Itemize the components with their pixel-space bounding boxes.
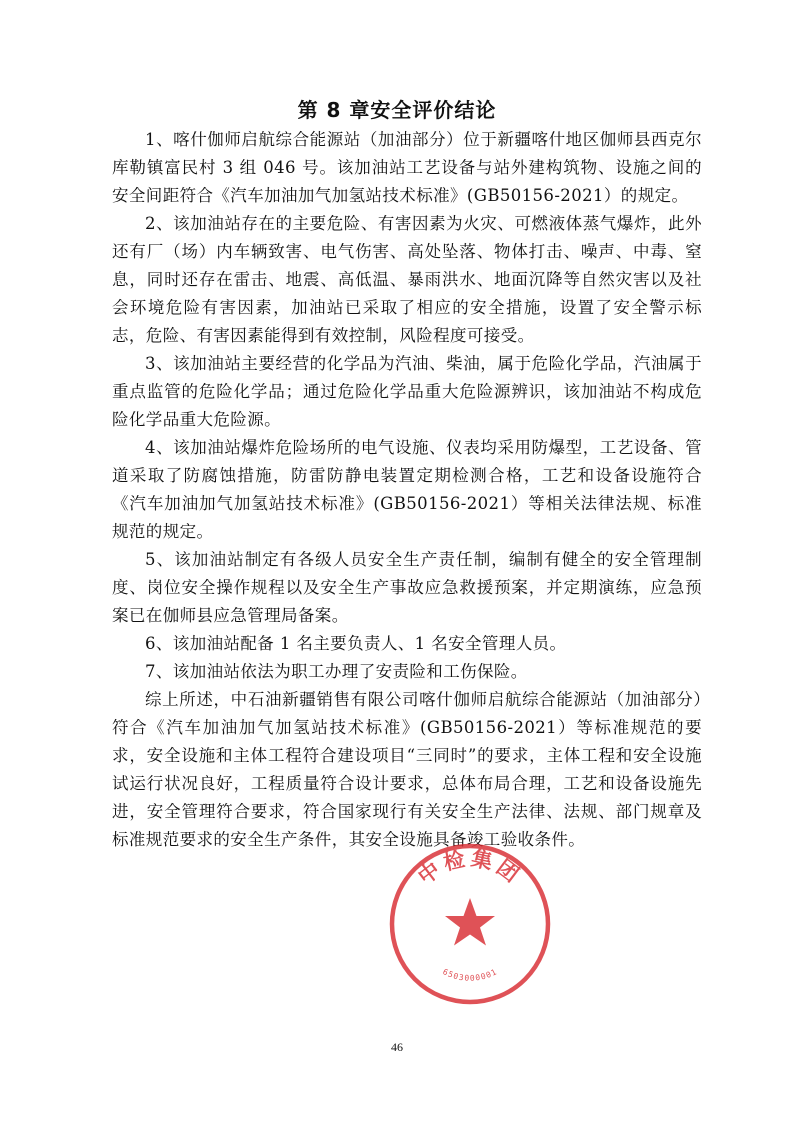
paragraph-5: 5、该加油站制定有各级人员安全生产责任制，编制有健全的安全管理制度、岗位安全操作规程以及安全生产事故应急救援预案，并定期演练，应急预案已在伽师县应急管理局备案。 (112, 550, 702, 625)
document-body (112, 126, 702, 854)
conclusion-paragraph: 综上所述，中石油新疆销售有限公司喀什伽师启航综合能源站（加油部分）符合《汽车加油加气加氢站技术标准》(GB50156-2021）等标准规范的要求，安全设施和主体工程符合建设项目“三同时”的要求，主体工程和安全设施试运行状况良好，工程质量符合设计要求，总体布局合理，工艺和设备设施先进，安全管理符合要求，符合国家现行有关安全生产法律、法规、部门规章及标准规范要求的安全生产条件，其安全设施具备竣工验收条件。 (112, 690, 702, 849)
official-seal-stamp (386, 840, 554, 1008)
paragraph-1: 1、喀什伽师启航综合能源站（加油部分）位于新疆喀什地区伽师县西克尔库勒镇富民村 3 组 046 号。该加油站工艺设备与站外建构筑物、设施之间的安全间距符合《汽车加油加气加氢站技术标准》(GB50156-2021）的规定。 (112, 130, 702, 205)
paragraph-7: 7、该加油站依法为职工办理了安责险和工伤保险。 (145, 662, 528, 681)
seal-org-textpath: 中检集团 (413, 846, 527, 890)
seal-serial-text (441, 967, 499, 983)
chapter-title: 第 8 章安全评价结论 (297, 98, 497, 122)
seal-star (445, 898, 495, 946)
seal-serial-textpath: 6503000001 (441, 967, 499, 983)
paragraph-6: 6、该加油站配备 1 名主要负责人、1 名安全管理人员。 (145, 634, 567, 653)
paragraph-2: 2、该加油站存在的主要危险、有害因素为火灾、可燃液体蒸气爆炸，此外还有厂（场）内车辆致害、电气伤害、高处坠落、物体打击、噪声、中毒、窒息，同时还存在雷击、地震、高低温、暴雨洪水、地面沉降等自然灾害以及社会环境危险有害因素，加油站已采取了相应的安全措施，设置了安全警示标志，危险、有害因素能得到有效控制，风险程度可接受。 (112, 214, 702, 345)
paragraph-4: 4、该加油站爆炸危险场所的电气设施、仪表均采用防爆型，工艺设备、管道采取了防腐蚀措施，防雷防静电装置定期检测合格，工艺和设备设施符合《汽车加油加气加氢站技术标准》(GB50156-2021）等相关法律法规、标准规范的规定。 (112, 438, 702, 541)
seal-org-text (414, 846, 527, 889)
page-number: 46 (391, 1040, 403, 1054)
paragraph-3: 3、该加油站主要经营的化学品为汽油、柴油，属于危险化学品，汽油属于重点监管的危险化学品；通过危险化学品重大危险源辨识，该加油站不构成危险化学品重大危险源。 (112, 354, 702, 429)
